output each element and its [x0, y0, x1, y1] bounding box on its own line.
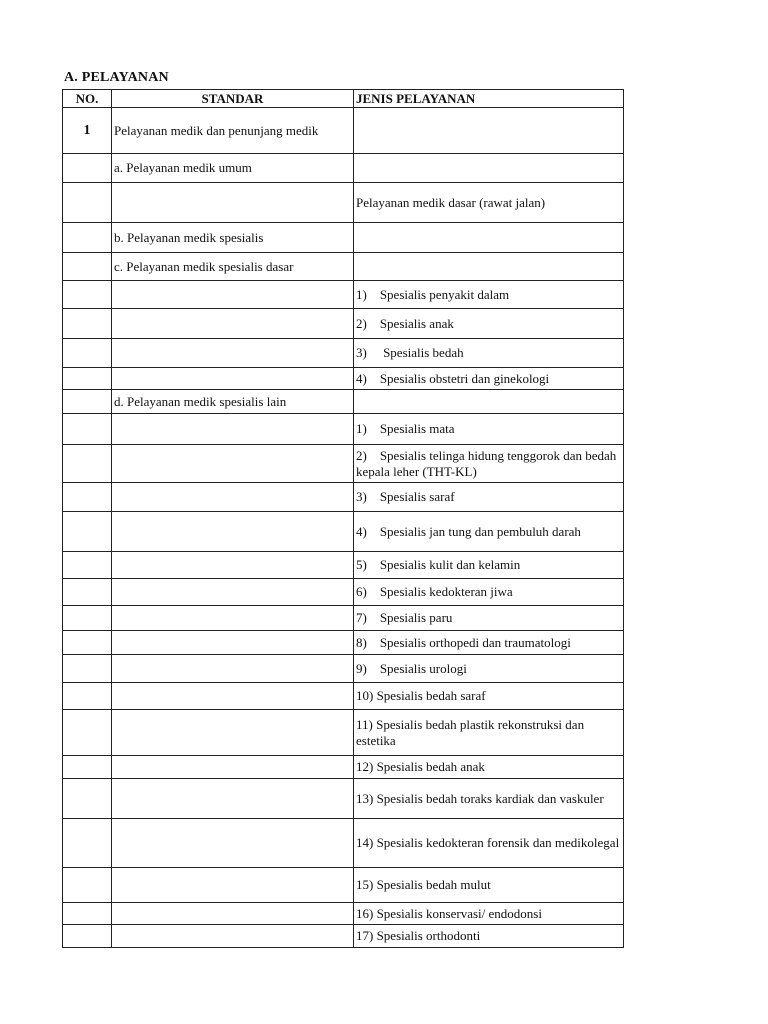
cell-standar — [112, 819, 354, 868]
cell-no — [63, 579, 112, 606]
table-row — [63, 309, 624, 339]
cell-standar — [112, 868, 354, 903]
cell-no — [63, 309, 112, 339]
cell-standar — [112, 756, 354, 779]
cell-standar — [112, 309, 354, 339]
cell-jenis-pelayanan: 2) Spesialis telinga hidung tenggorok dan bedah kepala leher (THT-KL) — [354, 445, 624, 483]
cell-no — [63, 552, 112, 579]
table-row — [63, 903, 624, 925]
cell-jenis-pelayanan: 3) Spesialis saraf — [354, 483, 624, 512]
table-row — [63, 819, 624, 868]
table-row — [63, 368, 624, 390]
cell-standar — [112, 655, 354, 683]
table-row — [63, 390, 624, 414]
cell-jenis-pelayanan: 1) Spesialis mata — [354, 414, 624, 445]
cell-no — [63, 253, 112, 281]
header-no: NO. — [63, 90, 112, 108]
section-title: A. PELAYANAN — [64, 70, 169, 85]
cell-standar — [112, 368, 354, 390]
cell-no — [63, 779, 112, 819]
cell-standar: Pelayanan medik dan penunjang medik — [112, 108, 354, 154]
table-row — [63, 281, 624, 309]
cell-standar: c. Pelayanan medik spesialis dasar — [112, 253, 354, 281]
cell-jenis-pelayanan: 8) Spesialis orthopedi dan traumatologi — [354, 631, 624, 655]
cell-standar — [112, 483, 354, 512]
cell-standar — [112, 903, 354, 925]
cell-no — [63, 183, 112, 223]
cell-jenis-pelayanan: 15) Spesialis bedah mulut — [354, 868, 624, 903]
table-row — [63, 414, 624, 445]
cell-standar — [112, 779, 354, 819]
cell-standar — [112, 414, 354, 445]
table-row — [63, 154, 624, 183]
table-row — [63, 579, 624, 606]
table-row — [63, 339, 624, 368]
cell-jenis-pelayanan: 14) Spesialis kedokteran forensik dan medikolegal — [354, 819, 624, 868]
cell-standar — [112, 579, 354, 606]
cell-no — [63, 683, 112, 710]
cell-jenis-pelayanan: 2) Spesialis anak — [354, 309, 624, 339]
cell-no — [63, 445, 112, 483]
cell-standar — [112, 339, 354, 368]
cell-no — [63, 655, 112, 683]
cell-standar — [112, 925, 354, 948]
cell-no — [63, 154, 112, 183]
cell-no: 1 — [63, 108, 112, 154]
cell-no — [63, 925, 112, 948]
table-row — [63, 512, 624, 552]
table-row — [63, 483, 624, 512]
table-row — [63, 683, 624, 710]
cell-jenis-pelayanan: 12) Spesialis bedah anak — [354, 756, 624, 779]
cell-jenis-pelayanan: 17) Spesialis orthodonti — [354, 925, 624, 948]
table-row — [63, 552, 624, 579]
table-row — [63, 925, 624, 948]
cell-standar: b. Pelayanan medik spesialis — [112, 223, 354, 253]
service-standards-table — [62, 89, 624, 948]
cell-jenis-pelayanan: 11) Spesialis bedah plastik rekonstruksi dan estetika — [354, 710, 624, 756]
cell-no — [63, 339, 112, 368]
cell-no — [63, 414, 112, 445]
cell-jenis-pelayanan: 4) Spesialis jan tung dan pembuluh darah — [354, 512, 624, 552]
table-row — [63, 655, 624, 683]
cell-standar: d. Pelayanan medik spesialis lain — [112, 390, 354, 414]
table-row — [63, 606, 624, 631]
cell-no — [63, 512, 112, 552]
cell-no — [63, 868, 112, 903]
table-row — [63, 710, 624, 756]
table-row — [63, 445, 624, 483]
table-body — [63, 108, 624, 948]
cell-no — [63, 903, 112, 925]
cell-no — [63, 756, 112, 779]
cell-jenis-pelayanan — [354, 223, 624, 253]
cell-no — [63, 368, 112, 390]
cell-jenis-pelayanan — [354, 108, 624, 154]
cell-standar: a. Pelayanan medik umum — [112, 154, 354, 183]
cell-jenis-pelayanan: Pelayanan medik dasar (rawat jalan) — [354, 183, 624, 223]
cell-no — [63, 281, 112, 309]
cell-jenis-pelayanan: 13) Spesialis bedah toraks kardiak dan vaskuler — [354, 779, 624, 819]
table-header-row — [63, 90, 624, 108]
table-row — [63, 868, 624, 903]
cell-standar — [112, 606, 354, 631]
cell-jenis-pelayanan: 6) Spesialis kedokteran jiwa — [354, 579, 624, 606]
cell-no — [63, 710, 112, 756]
cell-jenis-pelayanan — [354, 253, 624, 281]
cell-jenis-pelayanan — [354, 390, 624, 414]
table-row — [63, 183, 624, 223]
cell-jenis-pelayanan: 10) Spesialis bedah saraf — [354, 683, 624, 710]
cell-jenis-pelayanan: 7) Spesialis paru — [354, 606, 624, 631]
cell-jenis-pelayanan: 5) Spesialis kulit dan kelamin — [354, 552, 624, 579]
cell-no — [63, 483, 112, 512]
cell-standar — [112, 631, 354, 655]
cell-no — [63, 631, 112, 655]
cell-jenis-pelayanan: 1) Spesialis penyakit dalam — [354, 281, 624, 309]
cell-jenis-pelayanan: 4) Spesialis obstetri dan ginekologi — [354, 368, 624, 390]
cell-no — [63, 819, 112, 868]
cell-no — [63, 223, 112, 253]
table-row — [63, 756, 624, 779]
cell-jenis-pelayanan: 9) Spesialis urologi — [354, 655, 624, 683]
table-row — [63, 108, 624, 154]
cell-no — [63, 606, 112, 631]
table-row — [63, 253, 624, 281]
cell-standar — [112, 183, 354, 223]
table-row — [63, 223, 624, 253]
header-standar: STANDAR — [112, 90, 354, 108]
cell-jenis-pelayanan: 16) Spesialis konservasi/ endodonsi — [354, 903, 624, 925]
cell-jenis-pelayanan — [354, 154, 624, 183]
header-jenis-pelayanan: JENIS PELAYANAN — [354, 90, 624, 108]
cell-no — [63, 390, 112, 414]
cell-jenis-pelayanan: 3) Spesialis bedah — [354, 339, 624, 368]
cell-standar — [112, 552, 354, 579]
cell-standar — [112, 445, 354, 483]
table-row — [63, 631, 624, 655]
cell-standar — [112, 683, 354, 710]
cell-standar — [112, 281, 354, 309]
cell-standar — [112, 710, 354, 756]
cell-standar — [112, 512, 354, 552]
table-row — [63, 779, 624, 819]
